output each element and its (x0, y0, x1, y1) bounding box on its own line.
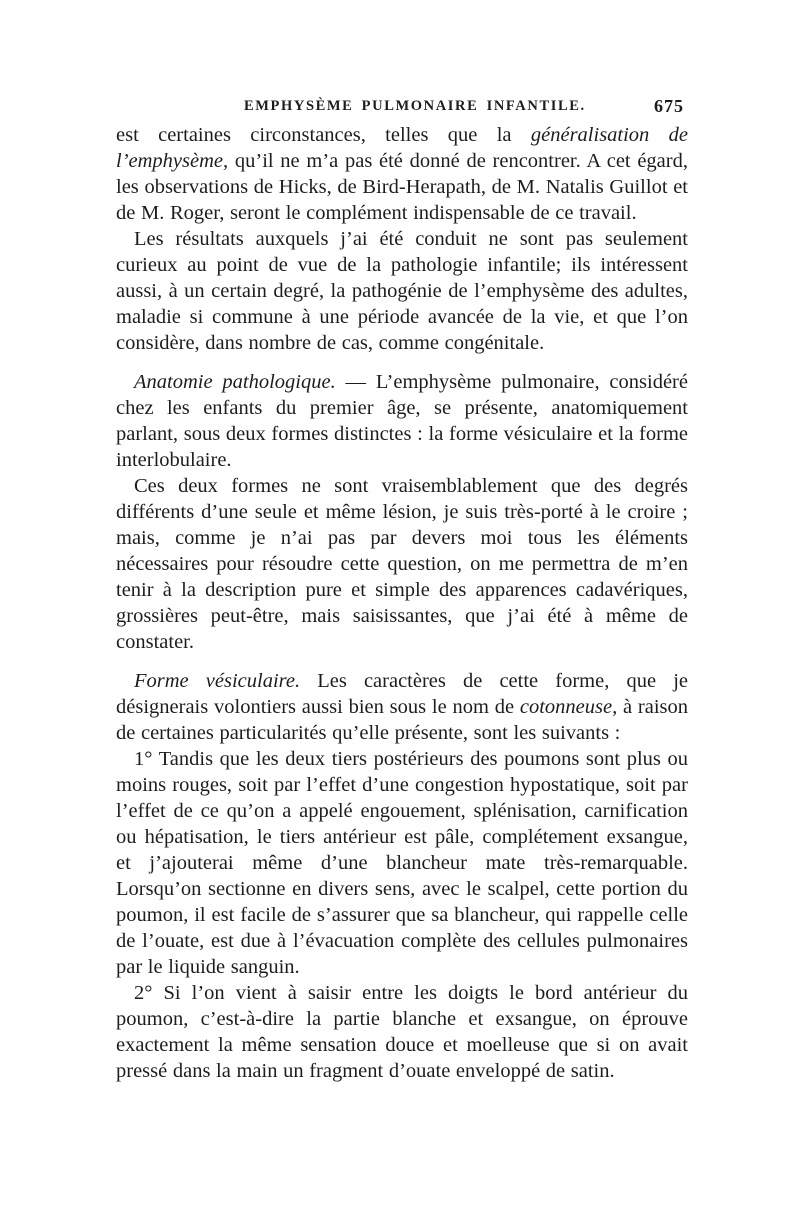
text-run: qu’il ne m’a pas été donné de rencontrer. A cet égard, les observations de Hicks, de Bird-Herapath, de M. Natalis Guillot et de M. Roger, seront le complément indispensable de ce travail. (116, 150, 688, 224)
paragraph (116, 473, 688, 655)
text-run: Ces deux formes ne sont vraisemblablement que des degrés différents d’une seule et même lésion, je suis très-porté à le croire ; mais, comme je n’ai pas par devers moi tous les éléments nécessaires pour résoudre cette question, on me permettra de m’en tenir à la description pure et simple des apparences cadavériques, grossières peut-être, mais saisissantes, que j’ai été à même de constater. (116, 475, 688, 653)
text-run: Les caractères de cette forme, que je désignerais volontiers aussi bien sous le nom de (116, 670, 688, 718)
paragraph (116, 226, 688, 356)
book-page (116, 94, 688, 1084)
italic-phrase: cotonneuse, (519, 696, 618, 718)
section-heading-italic: Anatomie pathologique. (134, 371, 336, 393)
paragraph-continuation (116, 122, 688, 226)
text-run: 2° Si l’on vient à saisir entre les doigts le bord antérieur du poumon, c’est-à-dire la partie blanche et exsangue, on éprouve exactement la même sensation douce et moelleuse que si on avait pressé dans la main un fragment d’ouate enveloppé de satin. (116, 982, 688, 1082)
italic-phrase: généralisation de l’emphysème, (116, 124, 689, 172)
section-anatomie-pathologique (116, 369, 688, 473)
text-run: Les résultats auxquels j’ai été conduit ne sont pas seulement curieux au point de vue de la pathologie infantile; ils intéressent aussi, à un certain degré, la pathogénie de l’emphysème des adultes, maladie si commune à une période avancée de la vie, et que l’on considère, dans nombre de cas, comme congénitale. (116, 228, 688, 354)
running-head-title: EMPHYSÈME PULMONAIRE INFANTILE. (244, 98, 586, 114)
page-number: 675 (654, 96, 684, 116)
paragraph-point-2 (116, 980, 688, 1084)
text-run: — L’emphysème pulmonaire, considéré chez les enfants du premier âge, se présente, anatomiquement parlant, sous deux formes distinctes : la forme vésiculaire et la forme interlobulaire. (116, 371, 688, 471)
body-text (116, 122, 688, 1084)
running-head (116, 94, 688, 122)
text-run: est certaines circonstances, telles que la (116, 124, 531, 146)
section-forme-vesiculaire (116, 668, 688, 746)
text-run: 1° Tandis que les deux tiers postérieurs des poumons sont plus ou moins rouges, soit par l’effet d’une congestion hypostatique, soit par l’effet de ce qu’on a appelé engouement, splénisation, carnification ou hépatisation, le tiers antérieur est pâle, complétement exsangue, et j’ajouterai même d’une blancheur mate très-remarquable. Lorsqu’on sectionne en divers sens, avec le scalpel, cette portion du poumon, il est facile de s’assurer que sa blancheur, qui rappelle celle de l’ouate, est due à l’évacuation complète des cellules pulmonaires par le liquide sanguin. (116, 748, 688, 978)
text-run: à raison de certaines particularités qu’elle présente, sont les suivants : (116, 696, 688, 744)
paragraph-point-1 (116, 746, 688, 980)
section-heading-italic: Forme vésiculaire. (134, 670, 301, 692)
